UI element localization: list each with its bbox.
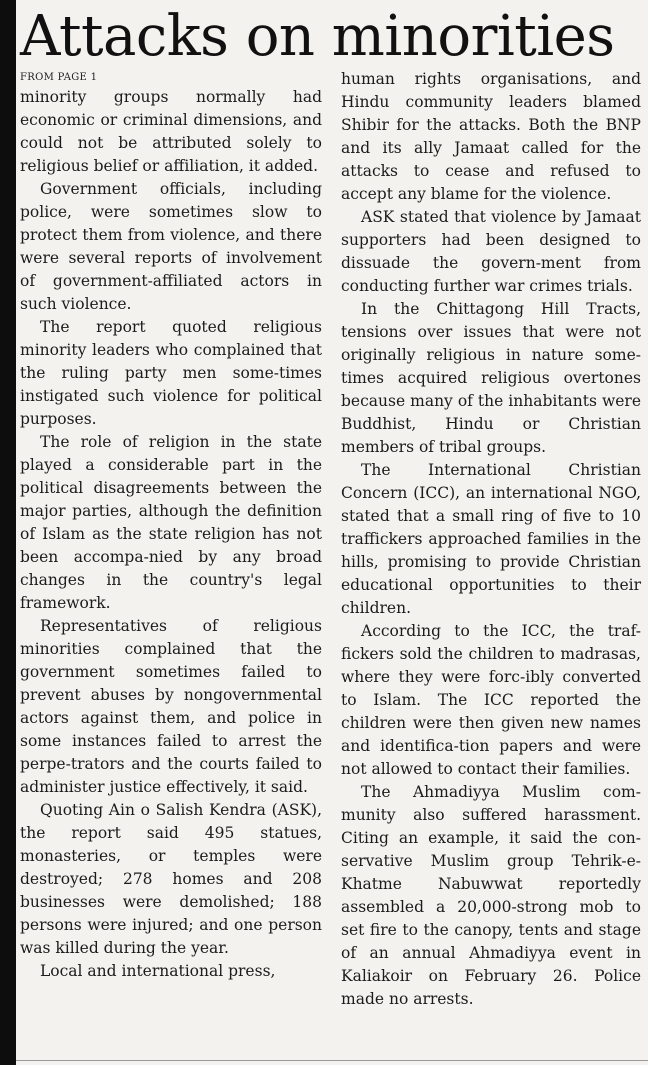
article-column-left: [20, 86, 322, 983]
paragraph: ASK stated that violence by Jamaat supporters had been designed to dissuade the govern-ment from conducting further war crimes trials.: [341, 208, 641, 295]
jump-line: FROM PAGE 1: [20, 72, 98, 83]
paragraph: The Ahmadiyya Muslim com-munity also suffered harassment. Citing an example, it said the con-servative Muslim group Tehrik-e-Khatme Nabuwwat reportedly assembled a 20,000-strong mob to set fire to the canopy, tents and stage of an annual Ahmadiyya event in Kaliakoir on February 26. Police made no arrests.: [341, 783, 641, 1008]
paragraph: Government officials, including police, were sometimes slow to protect them from violence, and there were several reports of involvement of government-affiliated actors in such violence.: [20, 180, 322, 313]
paragraph: Representatives of religious minorities complained that the government sometimes failed to prevent abuses by nongovernmental actors against them, and police in some instances failed to arrest the perpe-trators and the courts failed to administer justice effectively, it said.: [20, 617, 322, 796]
paragraph: The role of religion in the state played a considerable part in the political disagreements between the major parties, although the definition of Islam as the state religion has not been accompa-nied by any broad changes in the country's legal framework.: [20, 433, 322, 612]
paragraph: According to the ICC, the traf-fickers sold the children to madrasas, where they were forc-ibly converted to Islam. The ICC reported the children were then given new names and identifica-tion papers and were not allowed to contact their families.: [341, 622, 641, 778]
article-column-right: [341, 68, 641, 1011]
paragraph: Local and international press,: [40, 962, 276, 980]
article-headline: Attacks on minorities: [20, 4, 615, 69]
paragraph: Quoting Ain o Salish Kendra (ASK), the report said 495 statues, monasteries, or temples were destroyed; 278 homes and 208 businesses were demolished; 188 persons were injured; and one person was killed during the year.: [20, 801, 322, 957]
paragraph: human rights organisations, and Hindu community leaders blamed Shibir for the attacks. Both the BNP and its ally Jamaat called for the attacks to cease and refused to accept any blame for the violence.: [341, 70, 641, 203]
paragraph: In the Chittagong Hill Tracts, tensions over issues that were not originally religious in nature some-times acquired religious overtones because many of the inhabitants were Buddhist, Hindu or Christian members of tribal groups.: [341, 300, 641, 456]
bottom-divider: [16, 1060, 648, 1061]
page-edge-rule: [0, 0, 16, 1065]
paragraph: minority groups normally had economic or criminal dimensions, and could not be attributed solely to religious belief or affiliation, it added.: [20, 88, 322, 175]
paragraph: The report quoted religious minority leaders who complained that the ruling party men some-times instigated such violence for political purposes.: [20, 318, 322, 428]
paragraph: The International Christian Concern (ICC), an international NGO, stated that a small ring of five to 10 traffickers approached families in the hills, promising to provide Christian educational opportunities to their children.: [341, 461, 641, 617]
